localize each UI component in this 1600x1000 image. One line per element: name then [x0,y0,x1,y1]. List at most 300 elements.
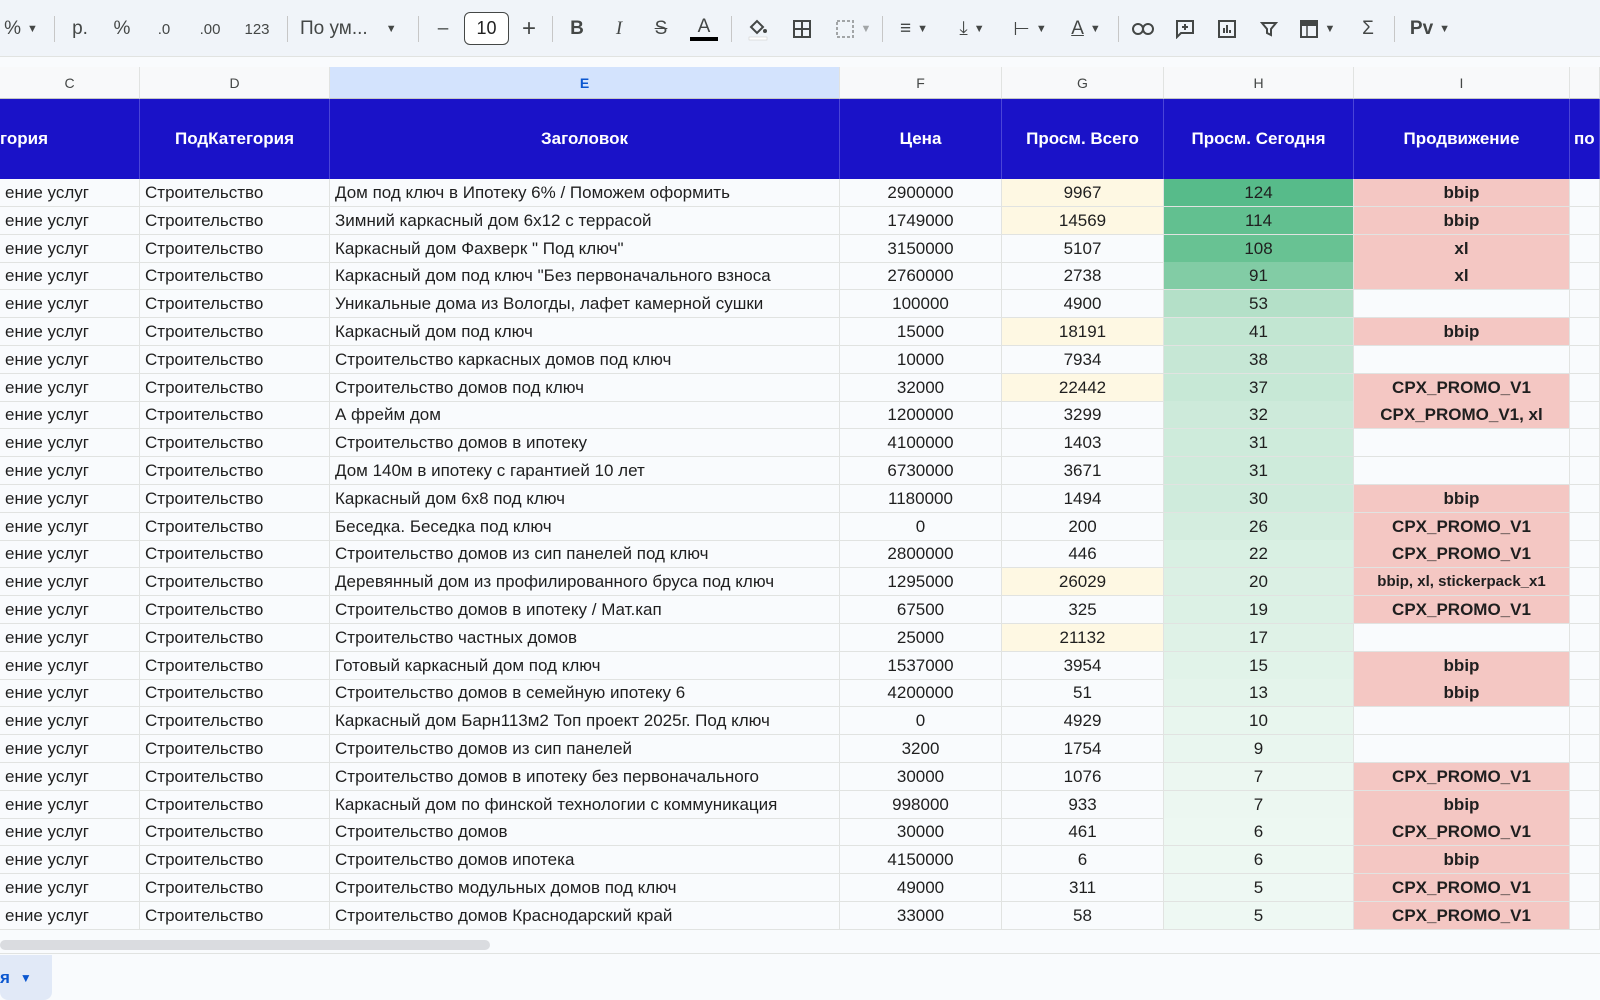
italic-button[interactable]: I [615,18,623,39]
cell-next[interactable] [1570,652,1600,680]
cell-price[interactable]: 32000 [840,374,1002,402]
cell-title[interactable]: Дом под ключ в Ипотеку 6% / Поможем оформить [330,179,840,207]
cell-title[interactable]: Каркасный дом Барн113м2 Топ проект 2025г. Под ключ [330,707,840,735]
cell-views-today[interactable]: 26 [1164,513,1354,541]
cell-promotion[interactable]: bbip [1354,485,1570,513]
cell-category[interactable]: ение услуг [0,207,140,235]
cell-views-total[interactable]: 3954 [1002,652,1164,680]
column-header-e[interactable]: E [330,67,840,99]
cell-category[interactable]: ение услуг [0,846,140,874]
cell-title[interactable]: Строительство домов [330,818,840,846]
column-header-g[interactable]: G [1002,67,1164,99]
cell-title[interactable]: Деревянный дом из профилированного бруса под ключ [330,568,840,596]
cell-title[interactable]: Каркасный дом под ключ [330,318,840,346]
cell-promotion[interactable]: xl [1354,235,1570,263]
cell-price[interactable]: 1200000 [840,401,1002,429]
sheet-tab-active[interactable] [0,955,52,1000]
cell-category[interactable]: ение услуг [0,763,140,791]
cell-views-today[interactable]: 91 [1164,262,1354,290]
cell-views-today[interactable]: 37 [1164,374,1354,402]
cell-subcategory[interactable]: Строительство [140,874,330,902]
extension-label: Pv [1409,18,1434,39]
cell-price[interactable]: 4200000 [840,679,1002,707]
font-family-dropdown[interactable] [296,10,404,48]
cell-price[interactable]: 49000 [840,874,1002,902]
cell-category[interactable]: ение услуг [0,707,140,735]
cell-views-today[interactable]: 9 [1164,735,1354,763]
cell-promotion[interactable] [1354,735,1570,763]
table-row [0,207,1600,235]
text-wrap-dropdown[interactable] [1006,10,1054,48]
cell-category[interactable]: ение услуг [0,624,140,652]
cell-price[interactable]: 1295000 [840,568,1002,596]
header-cell-views-today[interactable]: Просм. Сегодня [1164,99,1354,179]
cell-price[interactable]: 15000 [840,318,1002,346]
cell-promotion[interactable] [1354,707,1570,735]
cell-next[interactable] [1570,540,1600,568]
cell-category[interactable]: ение услуг [0,374,140,402]
column-header-j[interactable] [1570,67,1600,99]
cell-views-total[interactable]: 7934 [1002,346,1164,374]
cell-next[interactable] [1570,318,1600,346]
percent-zoom-dropdown[interactable] [0,10,42,48]
cell-views-total[interactable]: 1494 [1002,485,1164,513]
cell-promotion[interactable]: CPX_PROMO_V1 [1354,596,1570,624]
header-cell-next[interactable]: по [1570,99,1600,179]
cell-views-today[interactable]: 38 [1164,346,1354,374]
cell-next[interactable] [1570,346,1600,374]
format-currency-button[interactable]: р. [72,18,88,39]
cell-category[interactable]: ение услуг [0,513,140,541]
borders-icon [792,19,812,39]
table-row [0,596,1600,624]
cell-views-total[interactable]: 2738 [1002,262,1164,290]
cell-views-total[interactable]: 5107 [1002,235,1164,263]
cell-next[interactable] [1570,401,1600,429]
cell-promotion[interactable]: CPX_PROMO_V1 [1354,540,1570,568]
cell-views-total[interactable]: 58 [1002,902,1164,930]
cell-category[interactable]: ение услуг [0,735,140,763]
cell-price[interactable]: 2900000 [840,179,1002,207]
chevron-down-icon: ▼ [1035,23,1047,35]
filter-button[interactable] [1252,10,1286,48]
cell-price[interactable]: 67500 [840,596,1002,624]
cell-category[interactable]: ение услуг [0,290,140,318]
cell-next[interactable] [1570,735,1600,763]
chevron-down-icon: ▼ [973,23,985,35]
cell-title[interactable]: Зимний каркасный дом 6х12 с террасой [330,207,840,235]
cell-views-today[interactable]: 19 [1164,596,1354,624]
cell-price[interactable]: 3150000 [840,235,1002,263]
table-row [0,513,1600,541]
cell-subcategory[interactable]: Строительство [140,235,330,263]
cell-category[interactable]: ение услуг [0,818,140,846]
cell-subcategory[interactable]: Строительство [140,262,330,290]
cell-title[interactable]: Строительство домов в ипотеку [330,429,840,457]
cell-next[interactable] [1570,679,1600,707]
cell-subcategory[interactable]: Строительство [140,596,330,624]
toolbar-divider [287,16,288,42]
cell-subcategory[interactable]: Строительство [140,485,330,513]
cell-views-today[interactable]: 17 [1164,624,1354,652]
cell-subcategory[interactable]: Строительство [140,652,330,680]
table-row [0,262,1600,290]
cell-next[interactable] [1570,818,1600,846]
text-wrap-icon: ⊢ [1013,18,1030,40]
cell-subcategory[interactable]: Строительство [140,374,330,402]
chevron-down-icon: ▼ [860,23,872,35]
cell-views-today[interactable]: 10 [1164,707,1354,735]
cell-subcategory[interactable]: Строительство [140,735,330,763]
cell-promotion[interactable]: CPX_PROMO_V1, xl [1354,401,1570,429]
align-left-icon: ≡ [900,18,912,39]
column-header-h[interactable]: H [1164,67,1354,99]
cell-subcategory[interactable]: Строительство [140,540,330,568]
cell-price[interactable]: 2760000 [840,262,1002,290]
chevron-down-icon: ▼ [917,23,928,35]
cell-next[interactable] [1570,791,1600,819]
decrease-decimals-button[interactable]: .0 [157,20,171,38]
cell-category[interactable]: ение услуг [0,235,140,263]
cell-promotion[interactable]: CPX_PROMO_V1 [1354,902,1570,930]
table-row [0,179,1600,207]
table-row [0,652,1600,680]
cell-views-total[interactable]: 200 [1002,513,1164,541]
cell-next[interactable] [1570,207,1600,235]
insert-comment-button[interactable] [1168,10,1202,48]
horizontal-scrollbar-thumb[interactable] [0,940,490,950]
cell-views-today[interactable]: 41 [1164,318,1354,346]
cell-next[interactable] [1570,568,1600,596]
cell-next[interactable] [1570,374,1600,402]
toolbar-divider [54,16,55,42]
table-row [0,540,1600,568]
cell-subcategory[interactable]: Строительство [140,624,330,652]
cell-views-total[interactable]: 461 [1002,818,1164,846]
cell-price[interactable]: 33000 [840,902,1002,930]
cell-price[interactable]: 30000 [840,763,1002,791]
cell-price[interactable]: 2800000 [840,540,1002,568]
cell-subcategory[interactable]: Строительство [140,513,330,541]
increase-decimals-button[interactable]: .00 [199,20,221,38]
bold-button[interactable]: B [570,18,584,39]
horizontal-align-dropdown[interactable] [890,10,938,48]
cell-next[interactable] [1570,485,1600,513]
table-row [0,429,1600,457]
insert-link-button[interactable] [1126,10,1160,48]
cell-views-total[interactable]: 26029 [1002,568,1164,596]
cell-title[interactable]: Строительство домов в семейную ипотеку 6 [330,679,840,707]
cell-subcategory[interactable]: Строительство [140,429,330,457]
cell-views-today[interactable]: 7 [1164,791,1354,819]
cell-title[interactable]: А фрейм дом [330,401,840,429]
cell-views-today[interactable]: 31 [1164,457,1354,485]
cell-next[interactable] [1570,262,1600,290]
cell-promotion[interactable] [1354,346,1570,374]
cell-views-today[interactable]: 13 [1164,679,1354,707]
cell-title[interactable]: Строительство домов из сип панелей [330,735,840,763]
cell-category[interactable]: ение услуг [0,652,140,680]
cell-promotion[interactable]: CPX_PROMO_V1 [1354,818,1570,846]
cell-promotion[interactable]: bbip [1354,179,1570,207]
cell-promotion[interactable]: bbip [1354,318,1570,346]
table-row [0,735,1600,763]
percent-partial-label: % [4,18,21,39]
cell-subcategory[interactable]: Строительство [140,818,330,846]
cell-next[interactable] [1570,429,1600,457]
functions-button[interactable]: Σ [1362,18,1374,39]
cell-promotion[interactable]: CPX_PROMO_V1 [1354,513,1570,541]
cell-subcategory[interactable]: Строительство [140,902,330,930]
cell-category[interactable]: ение услуг [0,318,140,346]
cell-next[interactable] [1570,235,1600,263]
cell-views-total[interactable]: 311 [1002,874,1164,902]
insert-chart-button[interactable] [1210,10,1244,48]
cell-views-total[interactable]: 1754 [1002,735,1164,763]
cell-subcategory[interactable]: Строительство [140,763,330,791]
cell-category[interactable]: ение услуг [0,429,140,457]
cell-next[interactable] [1570,846,1600,874]
text-color-button[interactable] [686,10,722,48]
cell-promotion[interactable] [1354,429,1570,457]
cell-price[interactable]: 1180000 [840,485,1002,513]
cell-category[interactable]: ение услуг [0,457,140,485]
cell-next[interactable] [1570,874,1600,902]
cell-subcategory[interactable]: Строительство [140,207,330,235]
table-row [0,624,1600,652]
cell-views-total[interactable]: 22442 [1002,374,1164,402]
cell-category[interactable]: ение услуг [0,902,140,930]
number-format-button[interactable]: 123 [244,20,270,38]
increase-font-size-button[interactable]: + [521,15,536,42]
cell-category[interactable]: ение услуг [0,401,140,429]
cell-views-today[interactable]: 7 [1164,763,1354,791]
cell-category[interactable]: ение услуг [0,179,140,207]
cell-title[interactable]: Строительство домов в ипотеку без первоначального [330,763,840,791]
cell-price[interactable]: 998000 [840,791,1002,819]
column-header-i[interactable]: I [1354,67,1570,99]
cell-views-total[interactable]: 1076 [1002,763,1164,791]
column-header-f[interactable]: F [840,67,1002,99]
cell-subcategory[interactable]: Строительство [140,346,330,374]
cell-category[interactable]: ение услуг [0,568,140,596]
cell-next[interactable] [1570,624,1600,652]
cell-title[interactable]: Строительство каркасных домов под ключ [330,346,840,374]
cell-views-total[interactable]: 51 [1002,679,1164,707]
text-color-letter: A [697,16,711,37]
cell-promotion[interactable]: bbip, xl, stickerpack_x1 [1354,568,1570,596]
cell-next[interactable] [1570,513,1600,541]
cell-category[interactable]: ение услуг [0,485,140,513]
table-row [0,902,1600,930]
cell-title[interactable]: Строительство домов из сип панелей под ключ [330,540,840,568]
cell-views-total[interactable]: 3671 [1002,457,1164,485]
cell-category[interactable]: ение услуг [0,262,140,290]
header-cell-category[interactable]: гория [0,99,140,179]
cell-promotion[interactable]: bbip [1354,846,1570,874]
extension-dropdown[interactable] [1402,10,1458,48]
cell-views-total[interactable]: 21132 [1002,624,1164,652]
cell-price[interactable]: 0 [840,513,1002,541]
cell-views-today[interactable]: 30 [1164,485,1354,513]
cell-views-total[interactable]: 3299 [1002,401,1164,429]
cell-views-today[interactable]: 108 [1164,235,1354,263]
cell-next[interactable] [1570,596,1600,624]
cell-views-total[interactable]: 4929 [1002,707,1164,735]
cell-views-today[interactable]: 6 [1164,846,1354,874]
table-row [0,568,1600,596]
borders-button[interactable] [784,10,820,48]
cell-title[interactable]: Строительство домов в ипотеку / Мат.кап [330,596,840,624]
cell-promotion[interactable]: bbip [1354,207,1570,235]
cell-views-total[interactable]: 446 [1002,540,1164,568]
cell-next[interactable] [1570,457,1600,485]
cell-views-today[interactable]: 31 [1164,429,1354,457]
cell-price[interactable]: 25000 [840,624,1002,652]
cell-title[interactable]: Каркасный дом по финской технологии с коммуникация [330,791,840,819]
cell-promotion[interactable]: bbip [1354,652,1570,680]
cell-views-today[interactable]: 6 [1164,818,1354,846]
chevron-down-icon: ▼ [27,23,38,35]
cell-views-today[interactable]: 53 [1164,290,1354,318]
cell-next[interactable] [1570,179,1600,207]
cell-next[interactable] [1570,902,1600,930]
cell-views-total[interactable]: 14569 [1002,207,1164,235]
cell-subcategory[interactable]: Строительство [140,568,330,596]
cell-title[interactable]: Дом 140м в ипотеку с гарантией 10 лет [330,457,840,485]
header-cell-subcategory[interactable]: ПодКатегория [140,99,330,179]
cell-category[interactable]: ение услуг [0,791,140,819]
format-percent-button[interactable]: % [113,18,131,39]
cell-subcategory[interactable]: Строительство [140,679,330,707]
cell-next[interactable] [1570,707,1600,735]
cell-category[interactable]: ение услуг [0,596,140,624]
cell-title[interactable]: Беседка. Беседка под ключ [330,513,840,541]
decrease-font-size-button[interactable]: – [437,18,449,39]
cell-views-total[interactable]: 18191 [1002,318,1164,346]
cell-views-total[interactable]: 933 [1002,791,1164,819]
cell-price[interactable]: 4100000 [840,429,1002,457]
cell-views-total[interactable]: 1403 [1002,429,1164,457]
cell-promotion[interactable]: bbip [1354,679,1570,707]
cell-title[interactable]: Готовый каркасный дом под ключ [330,652,840,680]
cell-price[interactable]: 10000 [840,346,1002,374]
fill-color-button[interactable] [740,10,776,48]
cell-price[interactable]: 100000 [840,290,1002,318]
cell-views-total[interactable]: 4900 [1002,290,1164,318]
table-row [0,318,1600,346]
cell-promotion[interactable]: CPX_PROMO_V1 [1354,374,1570,402]
cell-price[interactable]: 3200 [840,735,1002,763]
cell-price[interactable]: 4150000 [840,846,1002,874]
cell-views-today[interactable]: 114 [1164,207,1354,235]
vertical-align-dropdown[interactable] [948,10,996,48]
cell-price[interactable]: 6730000 [840,457,1002,485]
cell-promotion[interactable]: xl [1354,262,1570,290]
cell-promotion[interactable] [1354,457,1570,485]
cell-category[interactable]: ение услуг [0,346,140,374]
cell-subcategory[interactable]: Строительство [140,318,330,346]
cell-subcategory[interactable]: Строительство [140,401,330,429]
cell-title[interactable]: Строительство модульных домов под ключ [330,874,840,902]
cell-promotion[interactable] [1354,624,1570,652]
table-row [0,791,1600,819]
cell-title[interactable]: Каркасный дом 6х8 под ключ [330,485,840,513]
cell-subcategory[interactable]: Строительство [140,457,330,485]
cell-category[interactable]: ение услуг [0,679,140,707]
cell-subcategory[interactable]: Строительство [140,791,330,819]
cell-next[interactable] [1570,763,1600,791]
merge-cells-button[interactable] [830,10,876,48]
cell-views-today[interactable]: 32 [1164,401,1354,429]
font-size-input[interactable]: 10 [464,12,509,45]
cell-price[interactable]: 30000 [840,818,1002,846]
chevron-down-icon[interactable]: ▼ [19,970,32,985]
cell-subcategory[interactable]: Строительство [140,290,330,318]
table-row [0,290,1600,318]
cell-views-total[interactable]: 325 [1002,596,1164,624]
header-cell-views-total[interactable]: Просм. Всего [1002,99,1164,179]
cell-price[interactable]: 0 [840,707,1002,735]
header-cell-promotion[interactable]: Продвижение [1354,99,1570,179]
cell-price[interactable]: 1749000 [840,207,1002,235]
cell-title[interactable]: Строительство домов ипотека [330,846,840,874]
cell-category[interactable]: ение услуг [0,540,140,568]
cell-title[interactable]: Уникальные дома из Вологды, лафет камерной сушки [330,290,840,318]
cell-category[interactable]: ение услуг [0,874,140,902]
header-cell-title[interactable]: Заголовок [330,99,840,179]
header-cell-price[interactable]: Цена [840,99,1002,179]
chevron-down-icon: ▼ [1089,23,1101,35]
cell-promotion[interactable]: CPX_PROMO_V1 [1354,874,1570,902]
cell-views-today[interactable]: 5 [1164,902,1354,930]
cell-subcategory[interactable]: Строительство [140,707,330,735]
cell-title[interactable]: Каркасный дом Фахверк " Под ключ" [330,235,840,263]
toolbar-divider [418,16,419,42]
cell-subcategory[interactable]: Строительство [140,846,330,874]
table-row [0,485,1600,513]
text-rotation-dropdown[interactable] [1062,10,1110,48]
cell-title[interactable]: Строительство домов Краснодарский край [330,902,840,930]
cell-promotion[interactable] [1354,290,1570,318]
filter-views-dropdown[interactable] [1294,10,1340,48]
cell-title[interactable]: Строительство частных домов [330,624,840,652]
cell-views-today[interactable]: 5 [1164,874,1354,902]
cell-title[interactable]: Строительство домов под ключ [330,374,840,402]
align-bottom-icon: ⤓ [959,18,968,39]
cell-views-today[interactable]: 20 [1164,568,1354,596]
chevron-down-icon: ▼ [1324,23,1336,35]
cell-views-today[interactable]: 124 [1164,179,1354,207]
text-color-swatch [690,37,718,41]
toolbar-divider [552,16,553,42]
cell-promotion[interactable]: bbip [1354,791,1570,819]
column-header-c[interactable]: C [0,67,140,99]
cell-views-total[interactable]: 6 [1002,846,1164,874]
cell-promotion[interactable]: CPX_PROMO_V1 [1354,763,1570,791]
column-header-d[interactable]: D [140,67,330,99]
chart-icon [1217,19,1237,39]
cell-price[interactable]: 1537000 [840,652,1002,680]
cell-views-today[interactable]: 15 [1164,652,1354,680]
toolbar [0,0,1600,57]
cell-views-today[interactable]: 22 [1164,540,1354,568]
cell-views-total[interactable]: 9967 [1002,179,1164,207]
strikethrough-button[interactable]: S [654,18,668,39]
cell-title[interactable]: Каркасный дом под ключ "Без первоначального взноса [330,262,840,290]
cell-next[interactable] [1570,290,1600,318]
cell-subcategory[interactable]: Строительство [140,179,330,207]
